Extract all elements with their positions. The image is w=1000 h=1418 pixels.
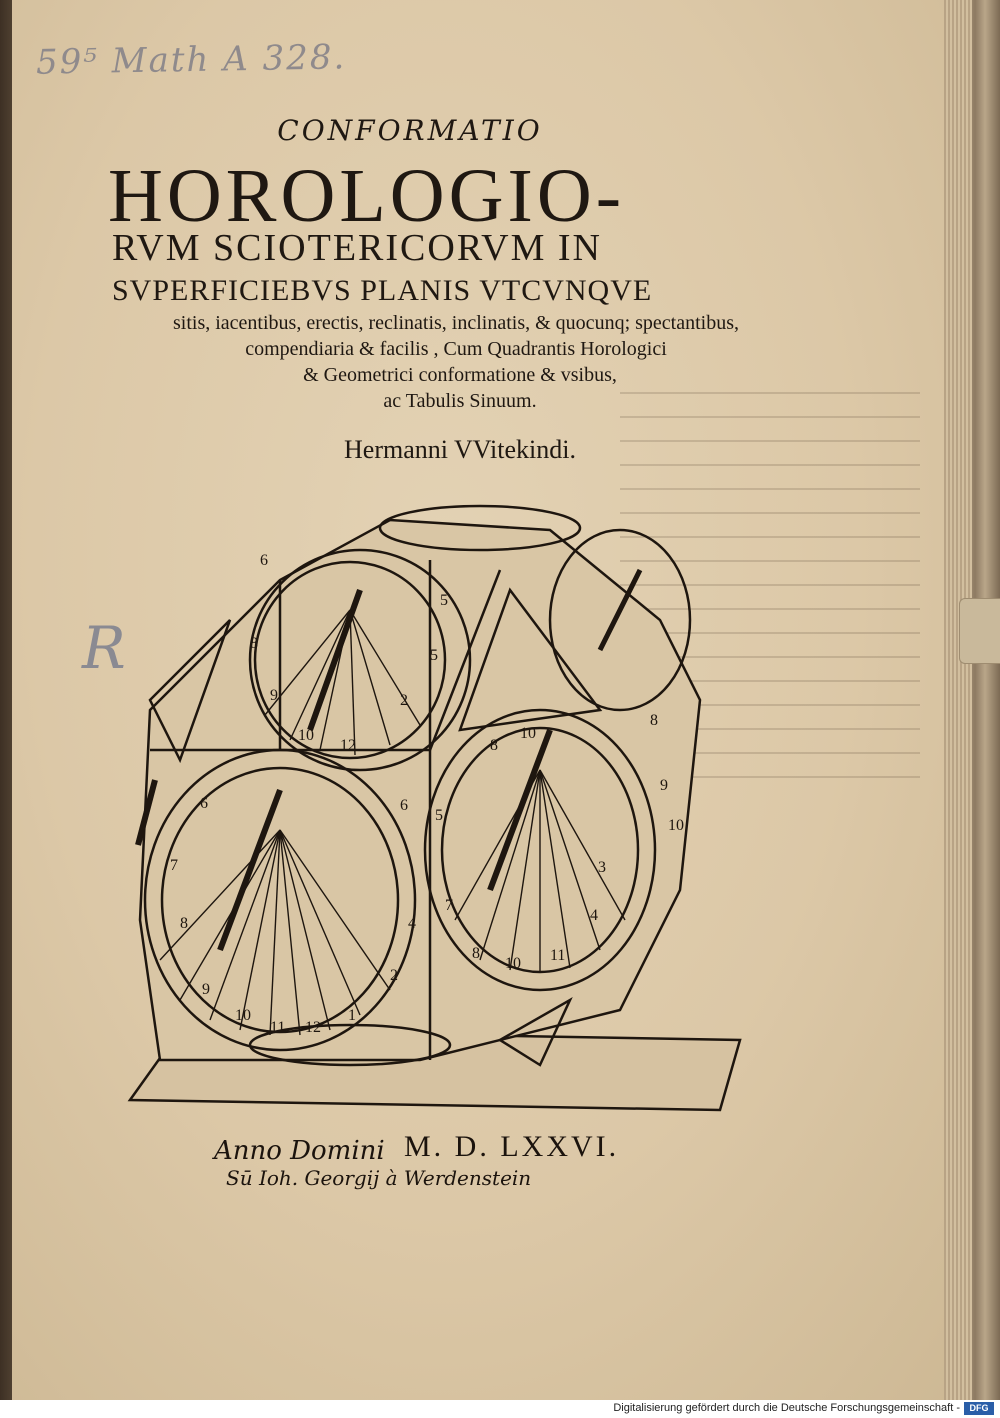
author-name: Hermanni VVitekindi. — [344, 435, 576, 464]
title-line-3: RVM SCIOTERICORVM IN — [112, 227, 602, 269]
svg-text:10: 10 — [235, 1007, 251, 1024]
svg-text:3: 3 — [598, 859, 606, 876]
owner-inscription: Sū Ioh. Georgij à Werdenstein — [226, 1166, 532, 1190]
svg-text:6: 6 — [400, 797, 408, 814]
svg-text:8: 8 — [472, 945, 480, 962]
title-line-6: compendiaria & facilis , Cum Quadrantis Horologici — [245, 338, 667, 360]
svg-text:2: 2 — [390, 967, 398, 984]
svg-text:10: 10 — [505, 955, 521, 972]
svg-text:2: 2 — [400, 692, 408, 709]
svg-text:9: 9 — [660, 777, 668, 794]
svg-text:8: 8 — [250, 635, 258, 652]
marginal-mark: R — [82, 614, 126, 682]
title-line-2: HOROLOGIO- — [108, 154, 626, 238]
svg-text:11: 11 — [270, 1019, 286, 1036]
imprint-year: M. D. LXXVI. — [404, 1130, 620, 1163]
svg-text:4: 4 — [408, 915, 416, 932]
title-line-4: SVPERFICIEBVS PLANIS VTCVNQVE — [112, 274, 653, 307]
svg-text:12: 12 — [340, 737, 356, 754]
title-line-1: CONFORMATIO — [277, 114, 543, 147]
svg-text:7: 7 — [445, 897, 453, 914]
title-line-7: & Geometrici conformatione & vsibus, — [303, 364, 617, 386]
svg-text:6: 6 — [200, 795, 208, 812]
shelfmark: 59⁵ Math A 328. — [35, 37, 347, 83]
svg-text:7: 7 — [170, 857, 178, 874]
svg-text:5: 5 — [440, 592, 448, 609]
imprint-prefix: Anno Domini — [214, 1136, 385, 1166]
title-line-5: sitis, iacentibus, erectis, reclinatis, inclinatis, & quocunq; spectantibus, — [173, 312, 739, 334]
svg-text:11: 11 — [550, 947, 566, 964]
svg-text:6: 6 — [260, 552, 268, 569]
svg-text:10: 10 — [668, 817, 684, 834]
page-edges — [944, 0, 972, 1400]
svg-text:5: 5 — [435, 807, 443, 824]
svg-text:9: 9 — [270, 687, 278, 704]
dfg-logo: DFG — [964, 1402, 994, 1415]
svg-text:8: 8 — [180, 915, 188, 932]
svg-text:9: 9 — [202, 981, 210, 998]
svg-text:5: 5 — [430, 647, 438, 664]
svg-text:4: 4 — [590, 907, 598, 924]
footer-credit: Digitalisierung gefördert durch die Deutsche Forschungsgemeinschaft - — [613, 1402, 960, 1414]
svg-text:8: 8 — [490, 737, 498, 754]
svg-text:10: 10 — [520, 725, 536, 742]
svg-text:10: 10 — [298, 727, 314, 744]
svg-text:1: 1 — [348, 1007, 356, 1024]
title-line-8: ac Tabulis Sinuum. — [383, 390, 537, 412]
svg-text:12: 12 — [305, 1019, 321, 1036]
bookmark-tab — [959, 598, 1000, 664]
svg-text:8: 8 — [650, 712, 658, 729]
sundial-woodcut — [100, 500, 760, 1120]
